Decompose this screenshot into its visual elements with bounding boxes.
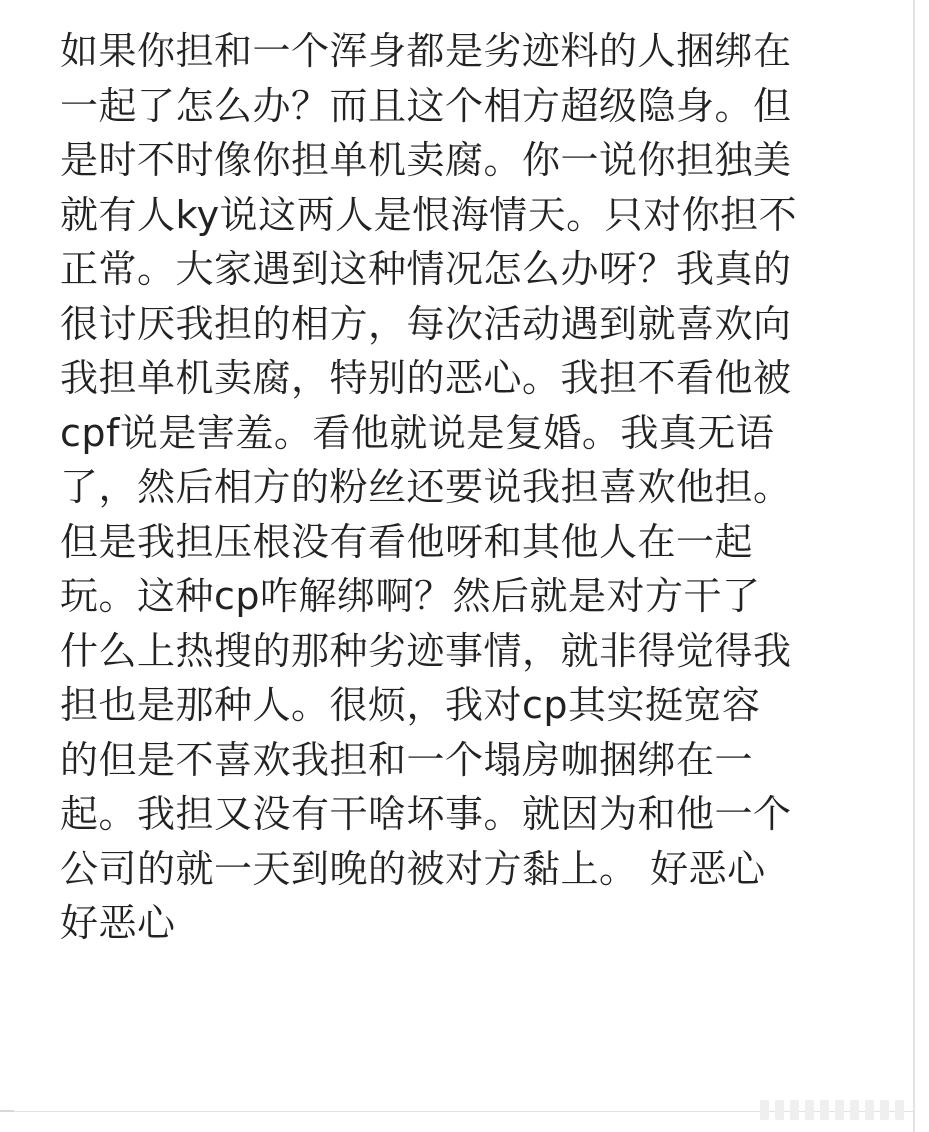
post-text-line: cpf说是害羞。看他就说是复婚。我真无语	[60, 410, 775, 455]
post-text-line: 了，然后相方的粉丝还要说我担喜欢他担。	[60, 465, 792, 509]
post-text-line: 就有人ky说这两人是恨海情天。只对你担不	[60, 192, 798, 237]
post-text-line: 担也是那种人。很烦，我对cp其实挺宽容	[60, 683, 761, 727]
post-text-line: 我担单机卖腐，特别的恶心。我担不看他被	[60, 356, 792, 400]
post-text-line: 一起了怎么办？而且这个相方超级隐身。但	[60, 83, 792, 128]
post-text-line: 公司的就一天到晚的被对方黏上。 好恶心	[60, 846, 766, 891]
post-text-line: 的但是不喜欢我担和一个塌房咖捆绑在一	[60, 737, 754, 782]
post-text-line: 如果你担和一个浑身都是劣迹料的人捆绑在	[60, 29, 792, 73]
post-text-line: 但是我担压根没有看他呀和其他人在一起	[60, 519, 754, 564]
vertical-scrollbar[interactable]	[915, 0, 929, 1132]
loading-placeholder-icon	[760, 1100, 912, 1120]
post-text-line: 好恶心	[60, 901, 176, 945]
footer-divider-stub	[0, 1110, 14, 1112]
post-text-line: 很讨厌我担的相方，每次活动遇到就喜欢向	[60, 301, 792, 346]
post-body-text	[60, 24, 860, 951]
post-text-line: 是时不时像你担单机卖腐。你一说你担独美	[60, 138, 792, 182]
post-text-line: 什么上热搜的那种劣迹事情，就非得觉得我	[60, 628, 792, 673]
post-text-line: 正常。大家遇到这种情况怎么办呀？我真的	[60, 247, 792, 291]
post-text-line: 起。我担又没有干啥坏事。就因为和他一个	[60, 792, 792, 836]
post-text-line: 玩。这种cp咋解绑啊？然后就是对方干了	[60, 574, 761, 618]
